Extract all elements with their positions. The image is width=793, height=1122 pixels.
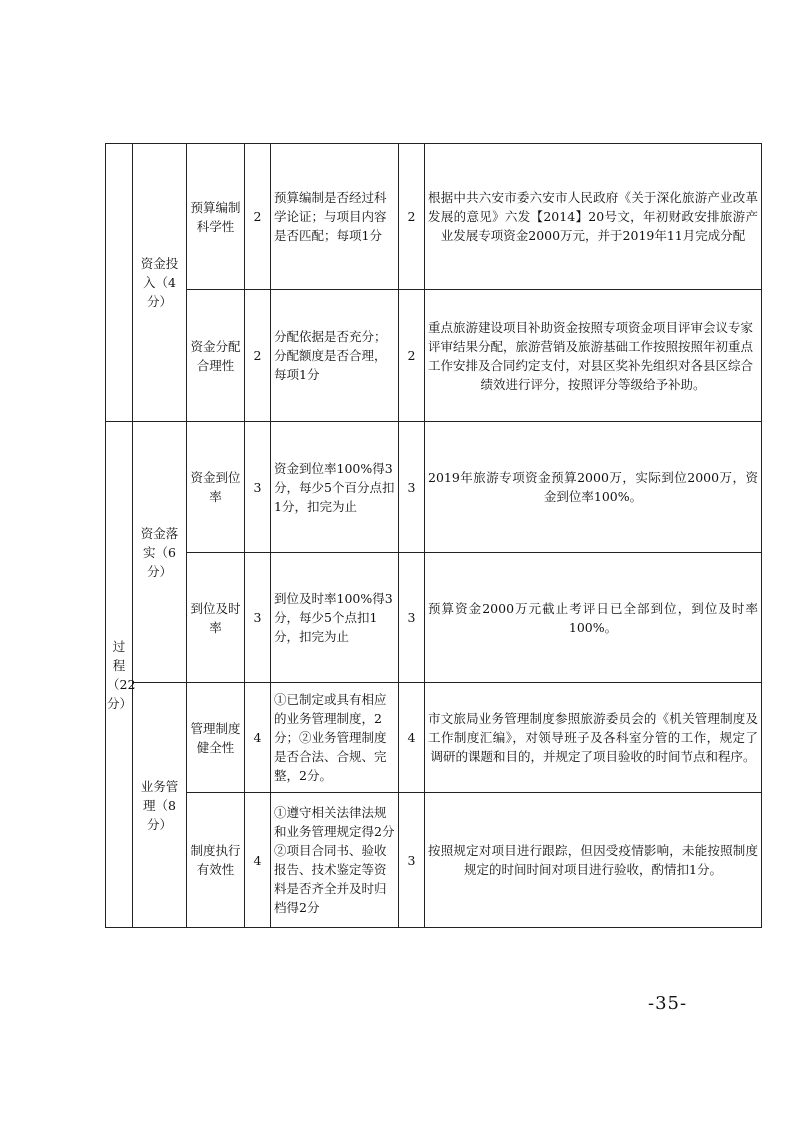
table-row — [106, 422, 762, 553]
score-cell: 2 — [245, 290, 271, 422]
criteria-cell: ①遵守相关法律法规和业务管理规定得2分②项目合同书、验收报告、技术鉴定等资料是否齐全并及时归档得2分 — [271, 793, 399, 928]
criteria-cell: ①已制定或具有相应的业务管理制度，2分；②业务管理制度是否合法、合规、完整，2分。 — [271, 683, 399, 793]
explanation-cell: 2019年旅游专项资金预算2000万，实际到位2000万，资金到位率100%。 — [425, 422, 762, 553]
indicator-cell: 到位及时率 — [187, 553, 245, 683]
score-cell: 4 — [245, 793, 271, 928]
actual-score-cell: 2 — [399, 144, 425, 290]
criteria-cell: 分配依据是否充分；分配额度是否合理，每项1分 — [271, 290, 399, 422]
actual-score-cell: 3 — [399, 793, 425, 928]
level2-cell: 资金投入（4分） — [133, 144, 187, 422]
indicator-cell: 管理制度健全性 — [187, 683, 245, 793]
page-number: -35- — [648, 993, 688, 1014]
table-row — [106, 793, 762, 928]
explanation-cell: 根据中共六安市委六安市人民政府《关于深化旅游产业改革发展的意见》六发【2014】20号文，年初财政安排旅游产业发展专项资金2000万元，并于2019年11月完成分配 — [425, 144, 762, 290]
criteria-cell: 到位及时率100%得3分，每少5个点扣1分，扣完为止 — [271, 553, 399, 683]
actual-score-cell: 2 — [399, 290, 425, 422]
explanation-cell: 重点旅游建设项目补助资金按照专项资金项目评审会议专家评审结果分配，旅游营销及旅游基础工作按照按照年初重点工作安排及合同约定支付，对县区奖补先组织对各县区综合绩效进行评分，按照评分等级给予补助。 — [425, 290, 762, 422]
indicator-cell: 预算编制科学性 — [187, 144, 245, 290]
score-cell: 3 — [245, 553, 271, 683]
score-cell: 2 — [245, 144, 271, 290]
actual-score-cell: 3 — [399, 553, 425, 683]
explanation-cell: 预算资金2000万元截止考评日已全部到位，到位及时率100%。 — [425, 553, 762, 683]
score-cell: 3 — [245, 422, 271, 553]
table-row — [106, 144, 762, 290]
indicator-cell: 资金到位率 — [187, 422, 245, 553]
indicator-cell: 制度执行有效性 — [187, 793, 245, 928]
level2-cell: 资金落实（6分） — [133, 422, 187, 683]
score-cell: 4 — [245, 683, 271, 793]
table-row — [106, 290, 762, 422]
explanation-cell: 市文旅局业务管理制度参照旅游委员会的《机关管理制度及工作制度汇编》，对领导班子及各科室分管的工作，规定了调研的课题和目的，并规定了项目验收的时间节点和程序。 — [425, 683, 762, 793]
actual-score-cell: 4 — [399, 683, 425, 793]
criteria-cell: 资金到位率100%得3分，每少5个百分点扣1分，扣完为止 — [271, 422, 399, 553]
level2-cell: 业务管理（8分） — [133, 683, 187, 928]
explanation-cell: 按照规定对项目进行跟踪，但因受疫情影响，未能按照制度规定的时间时间对项目进行验收，酌情扣1分。 — [425, 793, 762, 928]
evaluation-table — [105, 143, 762, 928]
level1-cell-empty — [106, 144, 133, 422]
table-row — [106, 553, 762, 683]
actual-score-cell: 3 — [399, 422, 425, 553]
criteria-cell: 预算编制是否经过科学论证；与项目内容是否匹配；每项1分 — [271, 144, 399, 290]
level1-cell: 过程（22分） — [106, 422, 133, 928]
indicator-cell: 资金分配合理性 — [187, 290, 245, 422]
table-row — [106, 683, 762, 793]
